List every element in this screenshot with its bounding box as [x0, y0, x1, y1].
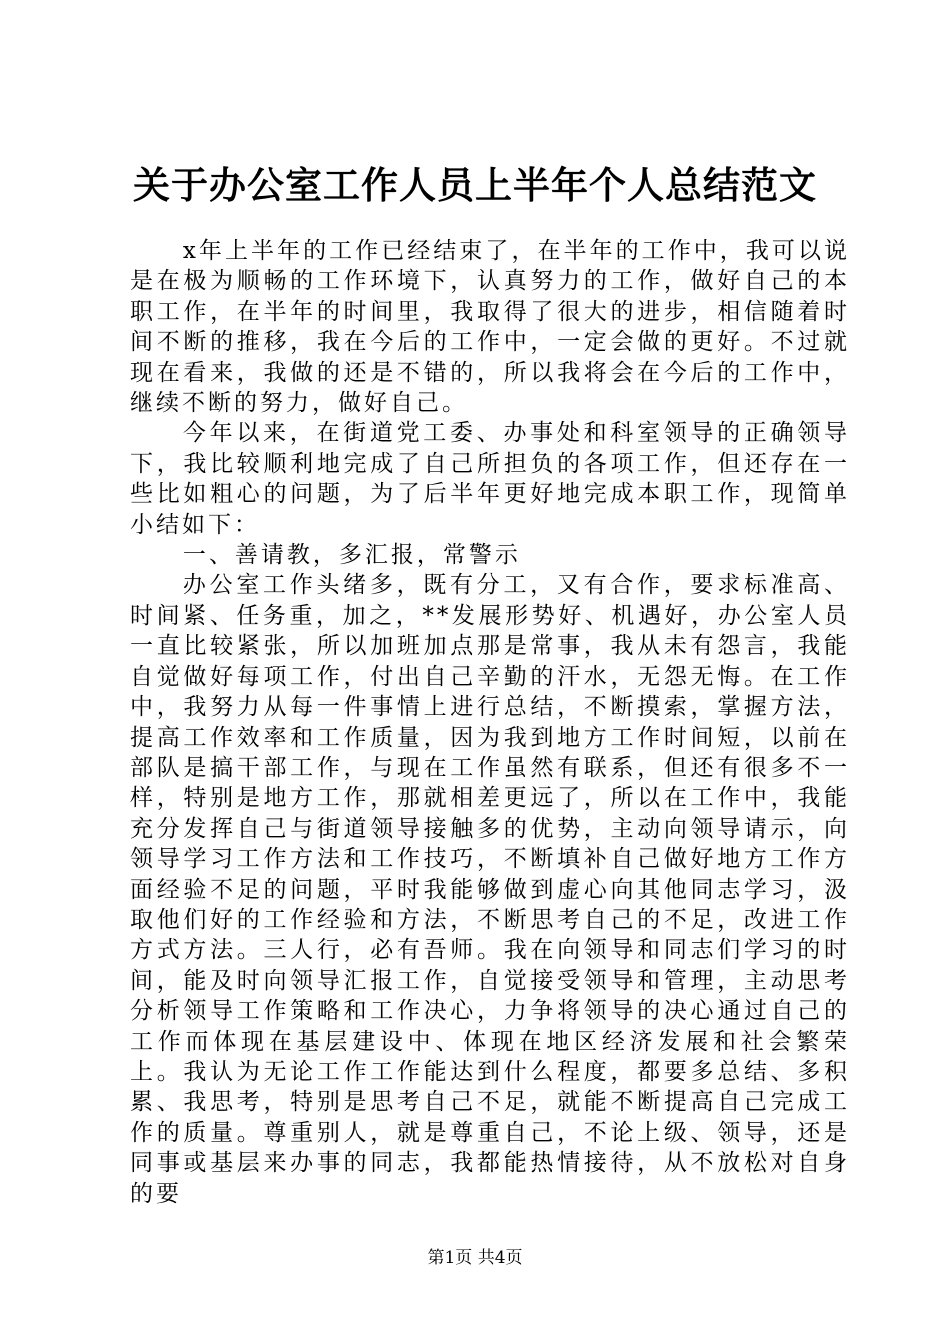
- document-body: [130, 236, 850, 1209]
- paragraph-intro: x年上半年的工作已经结束了，在半年的工作中，我可以说是在极为顺畅的工作环境下，认真努力的工作，做好自己的本职工作，在半年的时间里，我取得了很大的进步，相信随着时间不断的推移，我在今后的工作中，一定会做的更好。不过就现在看来，我做的还是不错的，所以我将会在今后的工作中，继续不断的努力，做好自己。: [130, 238, 850, 417]
- page-footer: 第1页 共4页: [427, 1248, 523, 1268]
- document-title: 关于办公室工作人员上半年个人总结范文: [133, 163, 817, 207]
- paragraph-overview: 今年以来，在街道党工委、办事处和科室领导的正确领导下，我比较顺利地完成了自己所担负的各项工作，但还存在一些比如粗心的问题，为了后半年更好地完成本职工作，现简单小结如下：: [130, 420, 850, 538]
- paragraph-section-body: 办公室工作头绪多，既有分工，又有合作，要求标准高、时间紧、任务重，加之，**发展形势好、机遇好，办公室人员一直比较紧张，所以加班加点那是常事，我从未有怨言，我能自觉做好每项工作，付出自己辛勤的汗水，无怨无悔。在工作中，我努力从每一件事情上进行总结，不断摸索，掌握方法，提高工作效率和工作质量，因为我到地方工作时间短，以前在部队是搞干部工作，与现在工作虽然有联系，但还有很多不一样，特别是地方工作，那就相差更远了，所以在工作中，我能充分发挥自己与街道领导接触多的优势，主动向领导请示，向领导学习工作方法和工作技巧，不断填补自己做好地方工作方面经验不足的问题，平时我能够做到虚心向其他同志学习，汲取他们好的工作经验和方法，不断思考自己的不足，改进工作方式方法。三人行，必有吾师。我在向领导和同志们学习的时间，能及时向领导汇报工作，自觉接受领导和管理，主动思考分析领导工作策略和工作决心，力争将领导的决心通过自己的工作而体现在基层建设中、体现在地区经济发展和社会繁荣上。我认为无论工作工作能达到什么程度，都要多总结、多积累、我思考，特别是思考自己不足，就能不断提高自己完成工作的质量。尊重别人，就是尊重自己，不论上级、领导，还是同事或基层来办事的同志，我都能热情接待，从不放松对自身的要: [130, 572, 850, 1207]
- section-heading: 一、善请教，多汇报，常警示: [182, 542, 521, 569]
